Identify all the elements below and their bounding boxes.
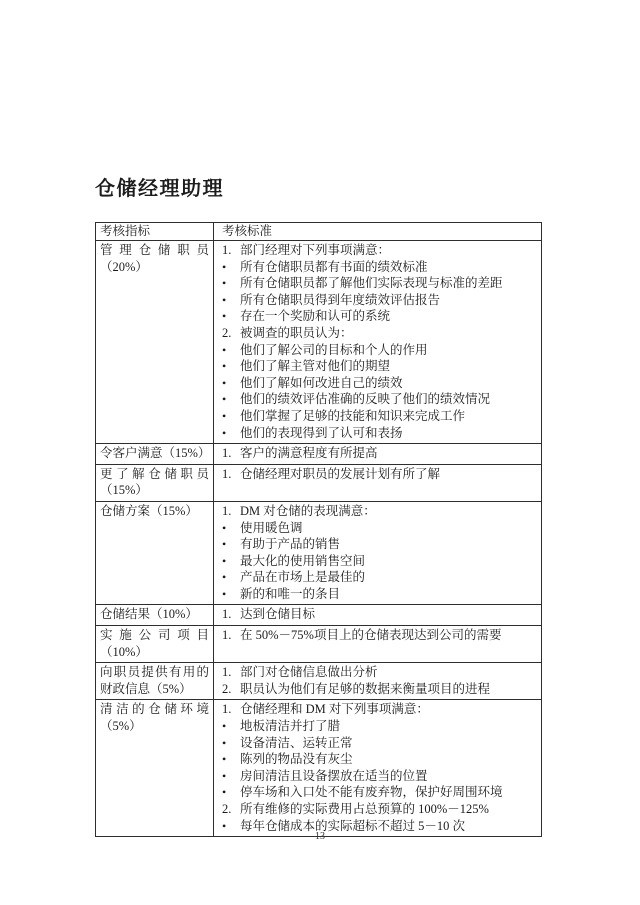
indicator-line: [100, 664, 209, 681]
criteria-cell: [214, 663, 542, 700]
criteria-text: 职员认为他们有足够的数据来衡量项目的进程: [240, 681, 491, 696]
criteria-cell: [214, 444, 542, 465]
criteria-line: [222, 681, 537, 698]
criteria-line: [222, 768, 537, 785]
bullet-icon: •: [222, 537, 227, 552]
number-marker: 1.: [222, 665, 232, 680]
indicator-char: 有: [168, 665, 182, 680]
table-row: [96, 502, 542, 606]
bullet-icon: •: [222, 818, 227, 833]
criteria-line: [222, 358, 537, 375]
assessment-table: [95, 222, 542, 837]
bullet-icon: •: [222, 408, 227, 423]
criteria-cell: [214, 502, 542, 606]
criteria-line: [222, 391, 537, 408]
indicator-char: 储: [164, 466, 177, 481]
criteria-text: 每年仓储成本的实际超标不超过 5－10 次: [240, 818, 466, 833]
criteria-text: 部门经理对下列事项满意：: [240, 243, 391, 257]
indicator-line: （15%）: [100, 483, 148, 498]
indicator-char: 了: [116, 466, 129, 481]
indicator-char: 施: [119, 628, 132, 643]
indicator-char: 清: [100, 702, 113, 717]
criteria-line: [222, 292, 537, 309]
indicator-cell: [96, 465, 214, 502]
criteria-text: 设备清洁、运转正常: [240, 735, 353, 750]
indicator-char: 员: [127, 665, 141, 680]
criteria-text: 陈列的物品没有灰尘: [240, 752, 353, 767]
criteria-line: [222, 569, 537, 586]
indicator-char: 实: [100, 628, 113, 643]
indicator-line: （20%）: [100, 259, 148, 274]
indicator-line: 仓储方案（15%）: [100, 503, 198, 518]
criteria-line: [222, 275, 537, 292]
indicator-line: 财政信息（5%）: [100, 681, 192, 696]
indicator-line: 仓储结果（10%）: [100, 607, 198, 622]
criteria-text: 仓储经理对职员的发展计划有所了解: [240, 466, 441, 481]
bullet-icon: •: [222, 520, 227, 535]
criteria-line: [222, 342, 537, 359]
criteria-text: 有助于产品的销售: [240, 537, 341, 552]
criteria-line: [222, 718, 537, 735]
criteria-line: [222, 375, 537, 392]
indicator-char: 境: [196, 702, 209, 717]
page-number: 13: [315, 831, 325, 842]
criteria-line: [222, 553, 537, 570]
table-row: [96, 663, 542, 700]
indicator-char: 目: [196, 628, 209, 643]
bullet-icon: •: [222, 359, 227, 374]
bullet-icon: •: [222, 392, 227, 407]
indicator-cell: [96, 663, 214, 700]
criteria-text: DM 对仓储的表现满意：: [240, 503, 376, 518]
indicator-line: （10%）: [100, 644, 148, 659]
indicator-char: 提: [141, 665, 154, 680]
bullet-icon: •: [222, 785, 227, 800]
criteria-text: 产品在市场上是最佳的: [240, 570, 366, 585]
criteria-text: 他们的绩效评估准确的反映了他们的绩效情况: [240, 392, 491, 407]
indicator-char: 更: [100, 466, 113, 481]
indicator-char: 职: [177, 243, 190, 257]
table-row: [96, 700, 542, 837]
number-marker: 2.: [222, 681, 232, 696]
criteria-text: 他们了解主管对他们的期望: [240, 359, 391, 374]
indicator-char: 供: [155, 665, 168, 680]
criteria-line: [222, 627, 537, 644]
indicator-char: 管: [100, 243, 113, 257]
criteria-cell: [214, 241, 542, 444]
bullet-icon: •: [222, 342, 227, 357]
indicator-line: [100, 466, 209, 483]
bullet-icon: •: [222, 309, 227, 324]
table-row: [96, 465, 542, 502]
indicator-char: 环: [180, 702, 193, 717]
indicator-char: 职: [113, 665, 127, 680]
indicator-line: [100, 242, 209, 259]
indicator-char: 员: [196, 466, 209, 481]
column-header-criteria: 考核标准: [214, 223, 542, 241]
criteria-line: [222, 425, 537, 442]
indicator-char: 储: [164, 702, 177, 717]
criteria-text: 他们的表现得到了认可和表扬: [240, 425, 403, 440]
number-marker: 1.: [222, 628, 232, 643]
page-title: 仓储经理助理: [95, 178, 224, 200]
criteria-line: [222, 466, 537, 483]
indicator-char: 仓: [148, 466, 161, 481]
criteria-line: [222, 325, 537, 342]
indicator-cell: [96, 626, 214, 663]
criteria-line: [222, 408, 537, 425]
indicator-char: 仓: [138, 243, 152, 257]
bullet-icon: •: [222, 719, 227, 734]
indicator-char: 的: [132, 702, 145, 717]
indicator-char: 理: [119, 243, 132, 257]
criteria-text: 房间清洁且设备摆放在适当的位置: [240, 768, 428, 783]
bullet-icon: •: [222, 276, 227, 291]
table-row: [96, 444, 542, 465]
indicator-char: 项: [177, 628, 190, 643]
bullet-icon: •: [222, 586, 227, 601]
number-marker: 1.: [222, 466, 232, 481]
indicator-char: 员: [196, 243, 209, 257]
criteria-text: 他们了解公司的目标和个人的作用: [240, 342, 428, 357]
criteria-text: 新的和唯一的条目: [240, 586, 341, 601]
bullet-icon: •: [222, 259, 227, 274]
criteria-text: 他们了解如何改进自己的绩效: [240, 375, 403, 390]
criteria-line: [222, 259, 537, 276]
indicator-char: 解: [132, 466, 145, 481]
criteria-text: 部门对仓储信息做出分析: [240, 665, 378, 680]
bullet-icon: •: [222, 752, 227, 767]
bullet-icon: •: [222, 553, 227, 568]
criteria-line: [222, 801, 537, 818]
criteria-cell: [214, 605, 542, 626]
table-body: [96, 241, 542, 837]
bullet-icon: •: [222, 768, 227, 783]
criteria-cell: [214, 700, 542, 837]
indicator-char: 洁: [116, 702, 129, 717]
indicator-char: 的: [196, 665, 209, 680]
criteria-line: [222, 751, 537, 768]
criteria-line: [222, 586, 537, 603]
indicator-line: （5%）: [100, 719, 142, 734]
indicator-line: 令客户满意（15%）: [100, 446, 211, 461]
number-marker: 2.: [222, 802, 232, 816]
criteria-line: [222, 503, 537, 520]
table-row: [96, 605, 542, 626]
bullet-icon: •: [222, 735, 227, 750]
criteria-text: 停车场和入口处不能有废弃物，保护好周围环境: [240, 785, 503, 800]
criteria-line: [222, 520, 537, 537]
indicator-char: 职: [180, 466, 193, 481]
indicator-char: 储: [157, 243, 171, 257]
column-header-indicator: 考核指标: [96, 223, 214, 241]
criteria-line: [222, 242, 537, 259]
table-header-row: [96, 223, 542, 241]
indicator-line: [100, 701, 209, 718]
criteria-text: 使用暖色调: [240, 520, 303, 535]
indicator-char: 司: [157, 628, 171, 643]
number-marker: 2.: [222, 325, 232, 340]
criteria-line: [222, 308, 537, 325]
number-marker: 1.: [222, 702, 232, 717]
indicator-char: 向: [100, 665, 113, 680]
indicator-cell: [96, 605, 214, 626]
criteria-line: [222, 784, 537, 801]
number-marker: 1.: [222, 243, 232, 257]
criteria-line: [222, 735, 537, 752]
criteria-text: 存在一个奖励和认可的系统: [240, 309, 391, 324]
number-marker: 1.: [222, 503, 232, 518]
table-row: [96, 626, 542, 663]
criteria-text: 他们掌握了足够的技能和知识来完成工作: [240, 408, 466, 423]
criteria-line: [222, 445, 537, 462]
criteria-text: 所有仓储职员都有书面的绩效标准: [240, 259, 428, 274]
criteria-line: [222, 536, 537, 553]
criteria-text: 被调查的职员认为：: [240, 325, 353, 340]
indicator-char: 仓: [148, 702, 161, 717]
criteria-text: 达到仓储目标: [240, 607, 316, 622]
bullet-icon: •: [222, 375, 227, 390]
indicator-cell: [96, 444, 214, 465]
table-row: [96, 241, 542, 444]
indicator-line: [100, 627, 209, 644]
criteria-cell: [214, 626, 542, 663]
criteria-line: [222, 606, 537, 623]
criteria-text: 所有仓储职员得到年度绩效评估报告: [240, 292, 441, 307]
bullet-icon: •: [222, 292, 227, 307]
bullet-icon: •: [222, 570, 227, 585]
criteria-text: 地板清洁并打了腊: [240, 719, 341, 734]
criteria-cell: [214, 465, 542, 502]
criteria-line: [222, 664, 537, 681]
criteria-text: 客户的满意程度有所提高: [240, 446, 378, 461]
criteria-line: [222, 701, 537, 718]
criteria-text: 仓储经理和 DM 对下列事项满意：: [240, 702, 429, 717]
number-marker: 1.: [222, 607, 232, 622]
indicator-cell: [96, 502, 214, 606]
indicator-cell: [96, 700, 214, 837]
criteria-text: 所有维修的实际费用占总预算的 100%－125%: [240, 802, 489, 816]
criteria-text: 所有仓储职员都了解他们实际表现与标准的差距: [240, 276, 503, 291]
bullet-icon: •: [222, 425, 227, 440]
indicator-char: 公: [138, 628, 152, 643]
indicator-cell: [96, 241, 214, 444]
number-marker: 1.: [222, 446, 232, 461]
indicator-char: 用: [182, 665, 196, 680]
criteria-text: 在 50%－75%项目上的仓储表现达到公司的需要: [240, 628, 502, 643]
criteria-text: 最大化的使用销售空间: [240, 553, 366, 568]
